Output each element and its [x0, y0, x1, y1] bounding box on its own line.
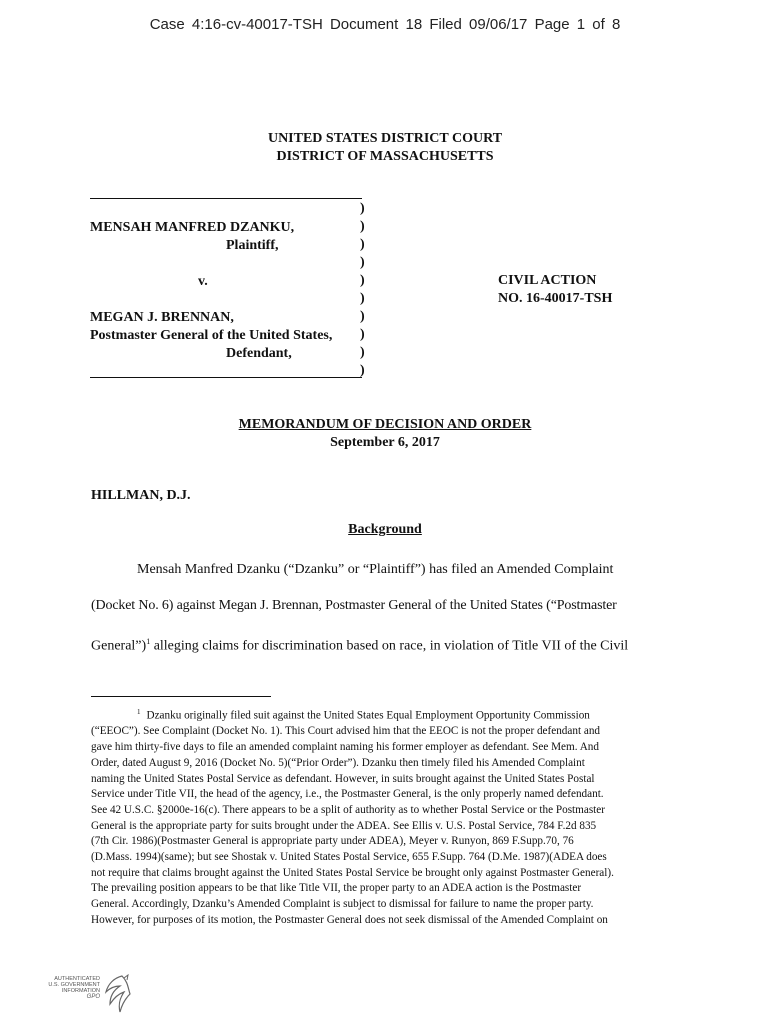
plaintiff-name: MENSAH MANFRED DZANKU, [90, 220, 295, 235]
footnote-line: Service under Title VII, the head of the agency, i.e., the Postmaster General, is the only properly named defendant. [91, 788, 604, 801]
footnote-rule [91, 696, 271, 697]
defendant-name: MEGAN J. BRENNAN, [90, 310, 234, 325]
caption-bottom-rule [90, 377, 362, 378]
court-title [0, 130, 770, 166]
paren: ) [360, 327, 365, 342]
footnote-ref: 1 [146, 637, 151, 646]
footnote-line: However, for purposes of its motion, the Postmaster General does not seek dismissal of the Amended Complaint on [91, 913, 608, 926]
body-text: General”) [91, 638, 147, 654]
footnote-marker: 1 [137, 708, 141, 716]
civil-action-block [498, 272, 612, 308]
eagle-icon [100, 972, 132, 1016]
memorandum-date: September 6, 2017 [330, 435, 440, 450]
paren: ) [360, 237, 365, 252]
defendant-title: Postmaster General of the United States, [90, 328, 333, 343]
plaintiff-role: Plaintiff, [226, 238, 279, 253]
paren: ) [360, 219, 365, 234]
footnote-line: not require that claims brought against the United States Postal Service be brought only against Postmaster General). [91, 866, 614, 879]
footnote-line: naming the United States Postal Service as defendant. However, in suits brought against the United States Postal [91, 772, 595, 785]
body-paragraph [91, 552, 676, 665]
civil-action-label: CIVIL ACTION [498, 273, 597, 288]
background-heading: Background [348, 522, 422, 537]
body-line: (Docket No. 6) against Megan J. Brennan, Postmaster General of the United States (“Postmaster [91, 598, 617, 613]
case-header: Case 4:16-cv-40017-TSH Document 18 Filed 09/06/17 Page 1 of 8 [149, 16, 621, 33]
footnote-line: The prevailing position appears to be that like Title VII, the proper party to an ADEA action is the Postmaster [91, 882, 582, 895]
paren: ) [360, 273, 365, 288]
footnote-line: gave him thirty-five days to file an amended complaint naming his former employer as defendant. See Mem. And [91, 741, 599, 754]
footnote-text: Dzanku originally filed suit against the United States Equal Employment Opportunity Commission [146, 709, 590, 722]
seal-line: GPO [86, 994, 100, 1000]
footnote-line: See 42 U.S.C. §2000e-16(c). There appears to be a split of authority as to whether Postal Service or the Postmaster [91, 803, 605, 816]
seal-line: U.S. GOVERNMENT [48, 982, 100, 988]
defendant-role: Defendant, [226, 346, 292, 361]
memorandum-heading [0, 416, 770, 452]
seal-text [40, 976, 100, 1000]
body-text: alleging claims for discrimination based on race, in violation of Title VII of the Civil [150, 638, 629, 654]
paren: ) [360, 363, 365, 378]
footnote-line [91, 705, 681, 724]
footnote-line: Order, dated August 9, 2016 (Docket No. 5)(“Prior Order”). Dzanku then timely filed his Amended Complaint [91, 756, 585, 769]
caption-top-rule [90, 198, 362, 199]
footnote-line: General. Accordingly, Dzanku’s Amended Complaint is subject to dismissal for failure to name the proper party. [91, 898, 594, 911]
footnote-line: (D.Mass. 1994)(same); but see Shostak v. United States Postal Service, 655 F.Supp. 764 (D.Me. 1987)(ADEA does [91, 851, 607, 864]
body-line [91, 624, 676, 665]
civil-action-number: NO. 16-40017-TSH [498, 291, 613, 306]
gpo-seal [40, 972, 140, 1016]
seal-line: INFORMATION [61, 988, 100, 994]
footnote-line: (“EEOC”). See Complaint (Docket No. 1). This Court advised him that the EEOC is not the proper defendant and [91, 725, 601, 738]
versus: v. [198, 274, 208, 289]
paren: ) [360, 201, 365, 216]
memorandum-title: MEMORANDUM OF DECISION AND ORDER [238, 417, 532, 432]
footnote-line: (7th Cir. 1986)(Postmaster General is appropriate party under ADEA), Meyer v. Runyon, 869 F.Supp.70, 76 [91, 835, 574, 848]
paren: ) [360, 291, 365, 306]
court-district: DISTRICT OF MASSACHUSETTS [276, 149, 494, 164]
judge-name: HILLMAN, D.J. [91, 488, 191, 503]
paren: ) [360, 255, 365, 270]
paren: ) [360, 309, 365, 324]
footnote [91, 705, 681, 929]
footnote-line: General is the appropriate party for suits brought under the ADEA. See Ellis v. U.S. Postal Service, 784 F.2d 835 [91, 819, 597, 832]
court-name: UNITED STATES DISTRICT COURT [267, 131, 503, 146]
caption-parens [360, 200, 365, 380]
body-line: Mensah Manfred Dzanku (“Dzanku” or “Plaintiff”) has filed an Amended Complaint [137, 562, 614, 577]
paren: ) [360, 345, 365, 360]
seal-line: AUTHENTICATED [54, 976, 100, 982]
